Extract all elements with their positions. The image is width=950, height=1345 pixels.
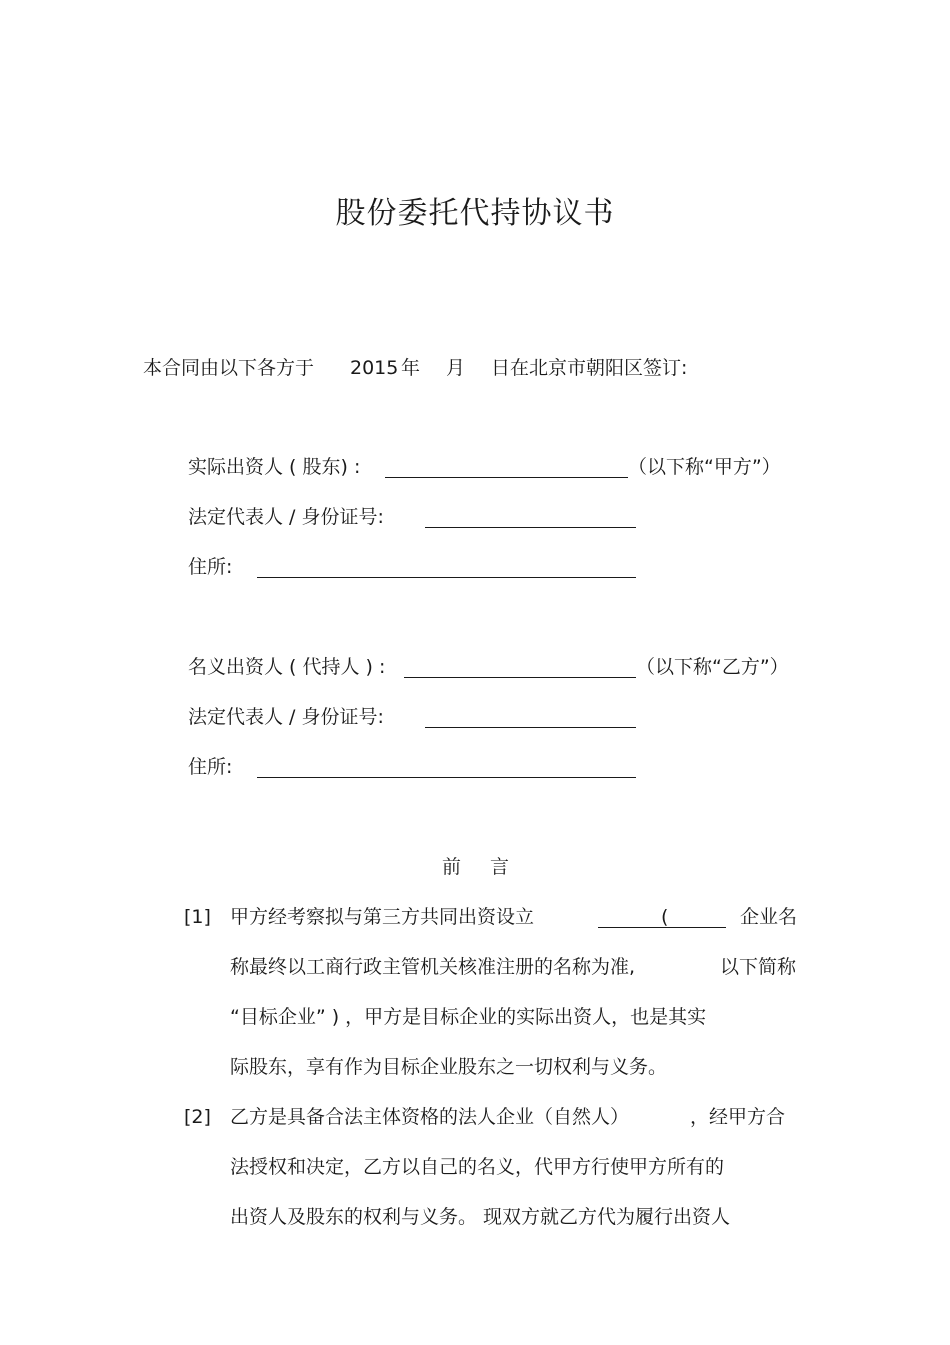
intro-month-unit: 月	[446, 357, 466, 379]
intro-suffix: 日在北京市朝阳区签订:	[491, 357, 688, 379]
party-b-label: 名义出资人 ( 代持人 ) :	[188, 656, 386, 678]
preface-heading-1: 前	[442, 856, 462, 878]
party-a-address-blank[interactable]	[257, 577, 636, 578]
clause-2-line-1b: ，经甲方合	[690, 1106, 786, 1128]
intro-year-unit: 年	[401, 357, 421, 379]
party-b-rep-blank[interactable]	[425, 727, 636, 728]
party-b-name-blank[interactable]	[404, 677, 636, 678]
party-a-address-label: 住所:	[188, 556, 233, 578]
clause-2-line-3: 出资人及股东的权利与义务。 现双方就乙方代为履行出资人	[230, 1206, 731, 1228]
clause-1-line-2b: 以下简称	[720, 956, 797, 978]
party-b-alias: （以下称“乙方”）	[636, 656, 789, 678]
intro-year: 2015	[350, 357, 399, 379]
clause-1-line-1b: 企业名	[740, 906, 798, 928]
clause-2-line-1a: 乙方是具备合法主体资格的法人企业（自然人）	[230, 1106, 630, 1128]
clause-1-number: [1]	[184, 906, 211, 928]
party-b-rep-label: 法定代表人 / 身份证号:	[188, 706, 384, 728]
clause-1-line-2a: 称最终以工商行政主管机关核准注册的名称为准,	[230, 956, 636, 978]
document-title: 股份委托代持协议书	[335, 196, 615, 231]
clause-1-paren: (	[661, 906, 669, 928]
clause-2-line-2: 法授权和决定，乙方以自己的名义，代甲方行使甲方所有的	[230, 1156, 725, 1178]
preface-heading-2: 言	[490, 856, 510, 878]
clause-1-line-1a: 甲方经考察拟与第三方共同出资设立	[230, 906, 535, 928]
party-a-rep-blank[interactable]	[425, 527, 636, 528]
clause-2-number: [2]	[184, 1106, 211, 1128]
party-b-address-blank[interactable]	[257, 777, 636, 778]
intro-prefix: 本合同由以下各方于	[143, 357, 315, 379]
party-a-alias: （以下称“甲方”）	[628, 456, 781, 478]
clause-1-line-3: “目标企业” ) ，甲方是目标企业的实际出资人，也是其实	[230, 1006, 707, 1028]
party-a-rep-label: 法定代表人 / 身份证号:	[188, 506, 384, 528]
clause-1-line-4: 际股东，享有作为目标企业股东之一切权利与义务。	[230, 1056, 668, 1078]
party-a-label: 实际出资人 ( 股东) :	[188, 456, 361, 478]
party-a-name-blank[interactable]	[385, 477, 628, 478]
party-b-address-label: 住所:	[188, 756, 233, 778]
